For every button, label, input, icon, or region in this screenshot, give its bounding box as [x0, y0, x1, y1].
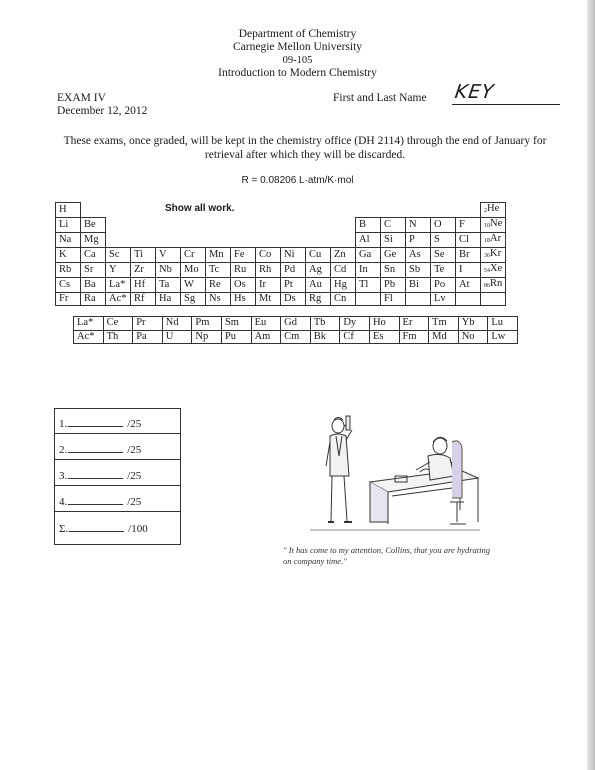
element-cell-er: Er [399, 317, 429, 331]
element-cell-ha: Ha [156, 293, 181, 306]
score-row [59, 494, 141, 509]
empty-cell [306, 218, 331, 233]
period-row [56, 218, 506, 233]
element-cell-nd: Nd [162, 317, 192, 331]
element-cell-lw: Lw [488, 330, 518, 344]
empty-cell [106, 203, 131, 218]
element-cell-mn: Mn [206, 248, 231, 263]
element-cell-k: K [56, 248, 81, 263]
atomic-number: 54 [484, 268, 490, 274]
element-cell-fr: Fr [56, 293, 81, 306]
name-line [452, 104, 560, 105]
blank-cell [406, 293, 431, 306]
empty-cell [431, 203, 456, 218]
element-cell-ne: $_{10}$Ne [481, 218, 506, 233]
exam-date: December 12, 2012 [57, 105, 148, 117]
element-cell-cr: Cr [181, 248, 206, 263]
atomic-number: 36 [484, 253, 490, 259]
empty-cell [331, 218, 356, 233]
empty-cell [331, 203, 356, 218]
element-cell-bk: Bk [310, 330, 340, 344]
element-cell-li: Li [56, 218, 81, 233]
empty-cell [281, 233, 306, 248]
atomic-number: 86 [484, 283, 490, 289]
element-cell-hg: Hg [331, 278, 356, 293]
empty-cell [281, 203, 306, 218]
empty-cell [181, 218, 206, 233]
element-cell-rn: $_{86}$Rn [481, 278, 506, 293]
atomic-number: 18 [484, 238, 490, 244]
name-handwritten: KEY [453, 81, 496, 103]
element-cell-np: Np [192, 330, 222, 344]
department-title: Department of Chemistry [238, 28, 357, 40]
element-cell-pa: Pa [133, 330, 163, 344]
element-cell-md: Md [429, 330, 459, 344]
element-cell-br: Br [456, 248, 481, 263]
empty-cell [456, 203, 481, 218]
element-cell-he [481, 203, 506, 218]
blank-cell [356, 293, 381, 306]
element-cell-au: Au [306, 278, 331, 293]
score-blank [69, 521, 124, 532]
element-cell-nb: Nb [156, 263, 181, 278]
element-cell-ta: Ta [156, 278, 181, 293]
element-cell-na: Na [56, 233, 81, 248]
question-number: 1. [59, 418, 68, 430]
question-number: 3. [59, 470, 68, 482]
element-cell-at: At [456, 278, 481, 293]
element-cell-ti: Ti [131, 248, 156, 263]
element-cell-rg: Rg [306, 293, 331, 306]
empty-cell [131, 203, 156, 218]
element-cell-zn: Zn [331, 248, 356, 263]
element-cell-y: Y [106, 263, 131, 278]
score-divider [55, 485, 180, 486]
empty-cell [281, 218, 306, 233]
period-row [56, 248, 506, 263]
element-cell-sm: Sm [221, 317, 251, 331]
element-cell-sb: Sb [406, 263, 431, 278]
element-cell-cs: Cs [56, 278, 81, 293]
score-row [59, 442, 141, 457]
empty-cell [306, 233, 331, 248]
element-cell-pb: Pb [381, 278, 406, 293]
element-cell-ga: Ga [356, 248, 381, 263]
element-cell-sg: Sg [181, 293, 206, 306]
empty-cell [406, 203, 431, 218]
element-cell-rf: Rf [131, 293, 156, 306]
gas-constant: R = 0.08206 L·atm/K·mol [241, 175, 354, 186]
element-cell-te: Te [431, 263, 456, 278]
element-cell-lv: Lv [431, 293, 456, 306]
element-cell-tm: Tm [429, 317, 459, 331]
element-cell-am: Am [251, 330, 281, 344]
notice-text: These exams, once graded, will be kept in the chemistry office (DH 2114) through the end of January for retrieval after which they will be discarded. [63, 135, 547, 161]
element-cell-cu: Cu [306, 248, 331, 263]
element-cell-ca: Ca [81, 248, 106, 263]
periodic-table [55, 202, 506, 306]
f-block-table [73, 316, 518, 344]
element-cell-tl: Tl [356, 278, 381, 293]
max-points: /25 [127, 444, 142, 456]
empty-cell [156, 218, 181, 233]
element-cell-pd: Pd [281, 263, 306, 278]
score-blank [68, 442, 123, 453]
element-cell-bi: Bi [406, 278, 431, 293]
element-cell-o: O [431, 218, 456, 233]
empty-cell [206, 233, 231, 248]
element-cell-sr: Sr [81, 263, 106, 278]
element-cell-dy: Dy [340, 317, 370, 331]
element-cell-po: Po [431, 278, 456, 293]
empty-cell [81, 203, 106, 218]
element-cell-pm: Pm [192, 317, 222, 331]
empty-cell [381, 203, 406, 218]
element-cell-fe: Fe [231, 248, 256, 263]
element-cell-in: In [356, 263, 381, 278]
element-cell-b: B [356, 218, 381, 233]
element-cell-es: Es [369, 330, 399, 344]
empty-cell [131, 218, 156, 233]
element-cell-i: I [456, 263, 481, 278]
cartoon-illustration [300, 412, 490, 537]
max-points: /25 [127, 470, 142, 482]
score-box [54, 408, 181, 545]
element-cell-kr: $_{36}$Kr [481, 248, 506, 263]
element-cell-hs: Hs [231, 293, 256, 306]
element-cell-al: Al [356, 233, 381, 248]
score-blank [68, 468, 123, 479]
element-cell-w: W [181, 278, 206, 293]
scan-edge [587, 0, 595, 770]
element-cell-fm: Fm [399, 330, 429, 344]
element-cell-la: La* [74, 317, 104, 331]
element-cell-ba: Ba [81, 278, 106, 293]
element-cell-yb: Yb [458, 317, 488, 331]
element-cell-rh: Rh [256, 263, 281, 278]
element-cell-ce: Ce [103, 317, 133, 331]
element-cell-zr: Zr [131, 263, 156, 278]
question-number: 4. [59, 496, 68, 508]
element-cell-be: Be [81, 218, 106, 233]
cartoon-caption: " It has come to my attention, Collins, that you are hydrating on company time." [283, 545, 490, 566]
show-work-instruction: Show all work. [165, 203, 235, 214]
empty-cell [256, 233, 281, 248]
element-cell-pt: Pt [281, 278, 306, 293]
element-cell-lu: Lu [488, 317, 518, 331]
element-cell-ac: Ac* [106, 293, 131, 306]
element-cell-empty [481, 293, 506, 306]
element-cell-fl: Fl [381, 293, 406, 306]
course-title: Introduction to Modern Chemistry [218, 67, 377, 79]
empty-cell [306, 203, 331, 218]
exam-title: EXAM IV [57, 92, 106, 104]
element-cell-c: C [381, 218, 406, 233]
lanthanides-row [74, 317, 518, 331]
period-row [56, 233, 506, 248]
university-title: Carnegie Mellon University [232, 41, 363, 53]
element-cell-cn: Cn [331, 293, 356, 306]
element-cell-ir: Ir [256, 278, 281, 293]
element-cell-cm: Cm [281, 330, 311, 344]
element-cell-p: P [406, 233, 431, 248]
score-divider [55, 511, 180, 512]
element-cell-pu: Pu [221, 330, 251, 344]
element-cell-s: S [431, 233, 456, 248]
element-cell-ge: Ge [381, 248, 406, 263]
empty-cell [231, 233, 256, 248]
element-cell-u: U [162, 330, 192, 344]
element-cell-hf: Hf [131, 278, 156, 293]
element-cell-f: F [456, 218, 481, 233]
element-cell-cf: Cf [340, 330, 370, 344]
period-row [56, 263, 506, 278]
element-cell-n: N [406, 218, 431, 233]
exam-info [57, 92, 147, 118]
element-cell-pr: Pr [133, 317, 163, 331]
score-row [59, 468, 141, 483]
element-cell-rb: Rb [56, 263, 81, 278]
score-divider [55, 459, 180, 460]
element-cell-xe: $_{54}$Xe [481, 263, 506, 278]
element-symbol: He [487, 203, 500, 214]
element-cell-gd: Gd [281, 317, 311, 331]
element-cell-ra: Ra [81, 293, 106, 306]
element-cell-v: V [156, 248, 181, 263]
empty-cell [331, 233, 356, 248]
score-blank [68, 494, 123, 505]
element-cell-ho: Ho [369, 317, 399, 331]
element-cell-si: Si [381, 233, 406, 248]
element-cell-sn: Sn [381, 263, 406, 278]
atomic-number: 10 [484, 223, 490, 229]
empty-cell [231, 218, 256, 233]
empty-cell [356, 203, 381, 218]
element-cell-tc: Tc [206, 263, 231, 278]
atomic-number: 2 [484, 208, 487, 214]
element-cell-cl: Cl [456, 233, 481, 248]
element-cell-no: No [458, 330, 488, 344]
empty-cell [206, 218, 231, 233]
period-row [56, 203, 506, 218]
element-cell-ar: $_{18}$Ar [481, 233, 506, 248]
element-cell-mo: Mo [181, 263, 206, 278]
element-cell-ac: Ac* [74, 330, 104, 344]
element-cell-ds: Ds [281, 293, 306, 306]
empty-cell [256, 203, 281, 218]
element-cell-ru: Ru [231, 263, 256, 278]
element-cell-h: H [56, 203, 81, 218]
element-cell-os: Os [231, 278, 256, 293]
element-cell-mt: Mt [256, 293, 281, 306]
max-points: /25 [127, 496, 142, 508]
empty-cell [106, 218, 131, 233]
empty-cell [181, 233, 206, 248]
element-cell-la: La* [106, 278, 131, 293]
score-divider [55, 433, 180, 434]
score-blank [68, 416, 123, 427]
element-cell-se: Se [431, 248, 456, 263]
element-cell-th: Th [103, 330, 133, 344]
element-cell-re: Re [206, 278, 231, 293]
element-cell-ns: Ns [206, 293, 231, 306]
element-cell-tb: Tb [310, 317, 340, 331]
question-number: 2. [59, 444, 68, 456]
max-points: /100 [128, 523, 148, 535]
actinides-row [74, 330, 518, 344]
element-cell-ni: Ni [281, 248, 306, 263]
period-row [56, 293, 506, 306]
element-cell-co: Co [256, 248, 281, 263]
course-number: 09-105 [282, 55, 313, 66]
question-number: Σ. [59, 523, 69, 535]
element-cell-as: As [406, 248, 431, 263]
empty-cell [131, 233, 156, 248]
element-cell-ag: Ag [306, 263, 331, 278]
element-cell-mg: Mg [81, 233, 106, 248]
score-row [59, 521, 148, 536]
empty-cell [156, 233, 181, 248]
empty-cell [256, 218, 281, 233]
score-row [59, 416, 141, 431]
element-cell-eu: Eu [251, 317, 281, 331]
name-label: First and Last Name [333, 92, 427, 104]
element-cell-sc: Sc [106, 248, 131, 263]
element-cell-cd: Cd [331, 263, 356, 278]
max-points: /25 [127, 418, 142, 430]
blank-cell [456, 293, 481, 306]
empty-cell [106, 233, 131, 248]
period-row [56, 278, 506, 293]
